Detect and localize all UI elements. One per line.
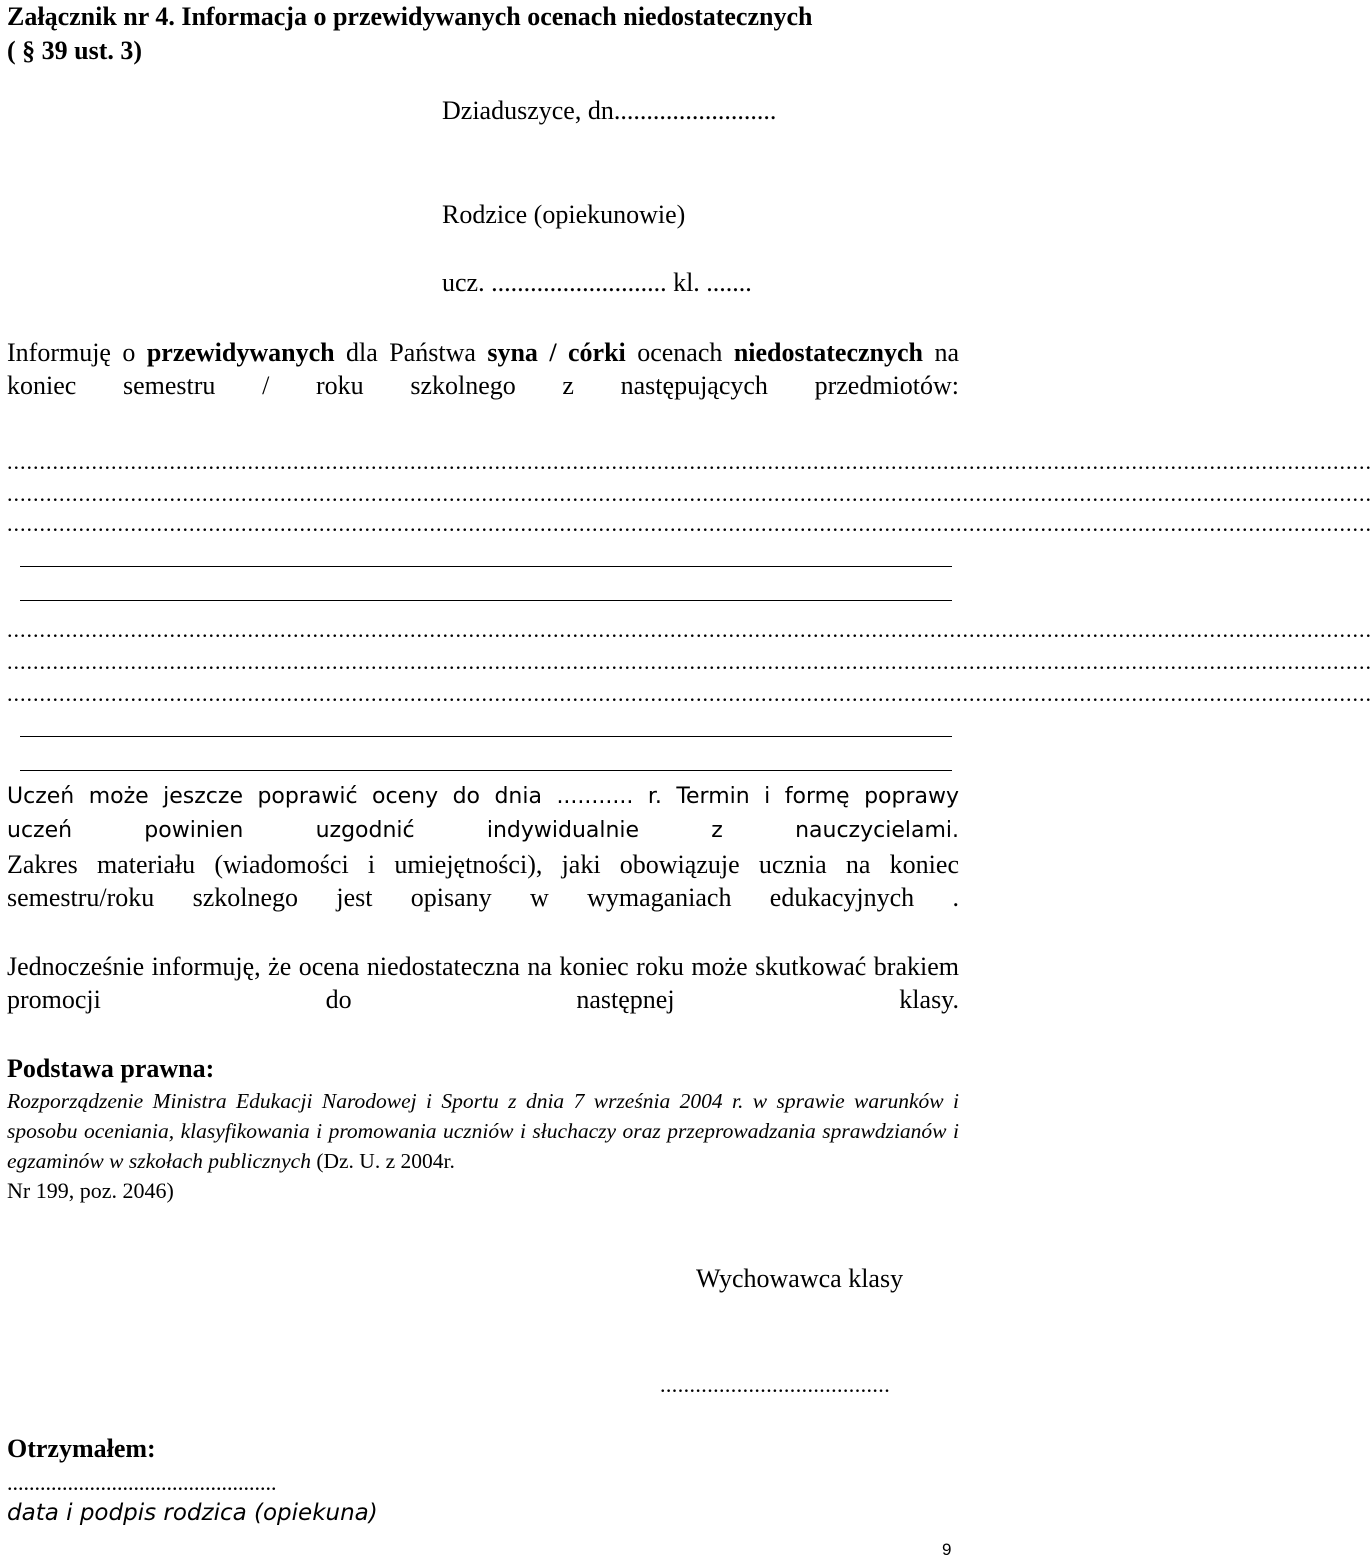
warning-paragraph: Jednocześnie informuję, że ocena niedostateczna na koniec roku może skutkować brakiem promocji do następnej klasy. (7, 952, 959, 1014)
addressee-parents: Rodzice (opiekunowie) (442, 200, 686, 229)
subjects-underline-1 (20, 566, 952, 567)
title-line-2: ( § 39 ust. 3) (7, 36, 143, 65)
subjects-dotted-line-6: .................................................................................................................................................................................................................. (7, 681, 1372, 706)
signature-role: Wychowawca klasy (696, 1264, 904, 1293)
receipt-heading: Otrzymałem: (7, 1434, 156, 1463)
subjects-dotted-line-1: .................................................................................................................................................................................................................. (7, 449, 1372, 474)
subjects-dotted-line-2: .................................................................................................................................................................................................................. (7, 481, 1372, 506)
receipt-caption: data i podpis rodzica (opiekuna) (7, 1500, 378, 1526)
scope-paragraph: Zakres materiału (wiadomości i umiejętności), jaki obowiązuje ucznia na koniec semestru/roku szkolnego jest opisany w wymaganiach edukacyjnych . (7, 850, 959, 912)
improvement-paragraph: Uczeń może jeszcze poprawić oceny do dnia ........... r. Termin i formę poprawy uczeń powinien uzgodnić indywidualnie z nauczycielami. (7, 784, 959, 843)
title-line-1: Załącznik nr 4. Informacja o przewidywanych ocenach niedostatecznych (7, 2, 813, 31)
receipt-signature-line: ................................................. (7, 1470, 277, 1495)
subjects-dotted-line-3: .................................................................................................................................................................................................................. (7, 511, 1372, 536)
addressee-student: ucz. ........................... kl. ....... (442, 268, 752, 297)
subjects-underline-3 (20, 736, 952, 737)
legal-basis-text (7, 1086, 959, 1210)
legal-basis-heading: Podstawa prawna: (7, 1054, 215, 1083)
legal-basis-body: Rozporządzenie Ministra Edukacji Narodowej i Sportu z dnia 7 września 2004 r. w sprawie warunków i sposobu oceniania, klasyfikowania i promowania uczniów i słuchaczy oraz przeprowadzania sprawdzianów i egzaminów w szkołach publicznych (Dz. U. z 2004r. Nr 199, poz. 2046) (7, 1089, 959, 1203)
subjects-underline-2 (20, 600, 952, 601)
place-date: Dziaduszyce, dn......................... (442, 96, 777, 125)
document-title (7, 0, 947, 68)
signature-line: ....................................... (660, 1372, 891, 1397)
subjects-dotted-line-4: .................................................................................................................................................................................................................. (7, 617, 1372, 642)
subjects-dotted-line-5: .................................................................................................................................................................................................................. (7, 649, 1372, 674)
subjects-underline-4 (20, 770, 952, 771)
page-number: 9 (942, 1540, 952, 1559)
intro-paragraph: Informuję o przewidywanych dla Państwa syna / córki ocenach niedostatecznych na koniec semestru / roku szkolnego z następujących przedmiotów: (7, 338, 959, 400)
